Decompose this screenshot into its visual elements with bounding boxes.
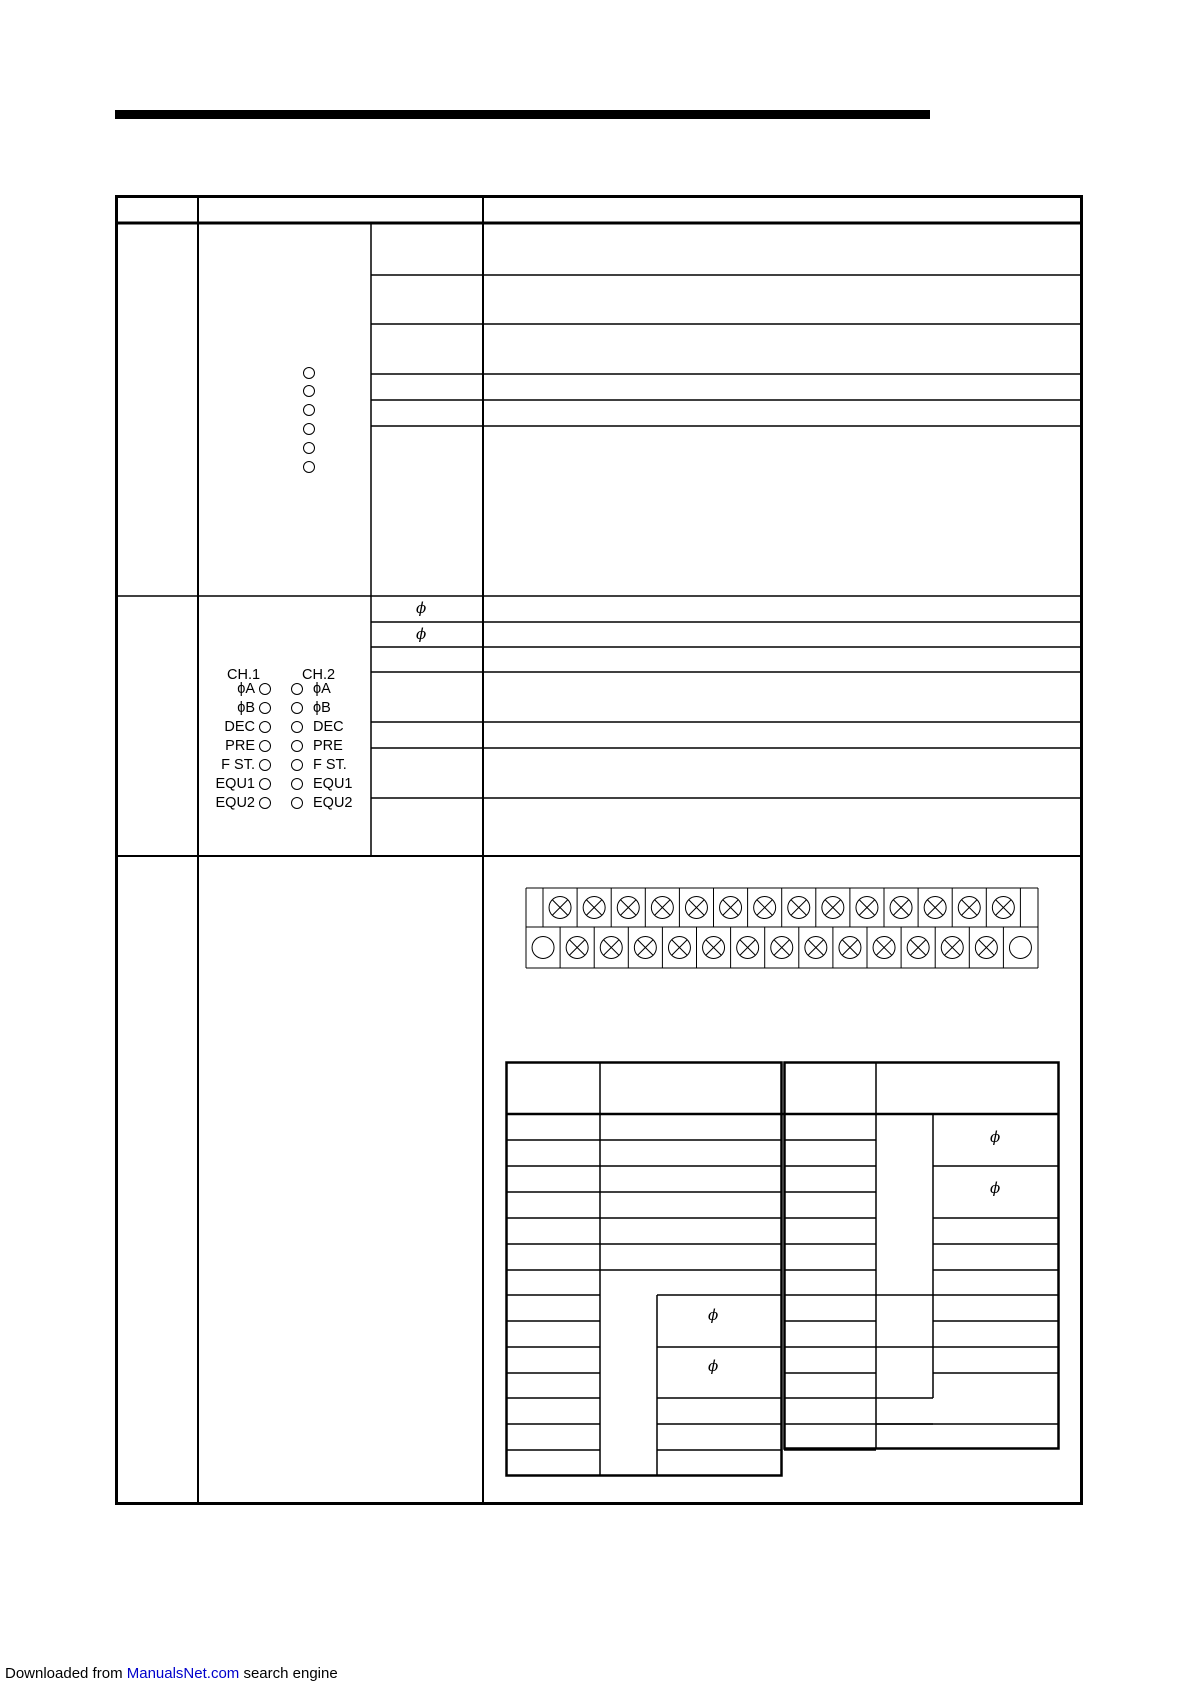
footer-suffix: search engine <box>239 1665 338 1682</box>
led-ch2-label-equ2: EQU2 <box>313 795 353 811</box>
led-ch1-label-phase-a: ϕA <box>237 681 255 697</box>
led-ch2-label-pre: PRE <box>313 738 343 754</box>
terminal-screw-b0 <box>532 937 554 959</box>
led-ch1-label-phase-b: ϕB <box>237 700 255 716</box>
led-ch2-label-fst: F ST. <box>313 757 347 773</box>
footer-prefix: Downloaded from <box>5 1665 127 1682</box>
pin-table-phase-symbol-2: ϕ <box>708 1357 719 1375</box>
pin-table-phase-symbol-1: ϕ <box>708 1306 719 1324</box>
pin-table-phase-symbol-4: ϕ <box>990 1179 1001 1197</box>
led-indicator-group-2 <box>260 684 303 809</box>
led-ch1-header: CH.1 <box>227 667 261 683</box>
pin-assignment-table <box>506 1062 1059 1476</box>
footer-text <box>5 1665 338 1682</box>
terminal-block-diagram <box>526 888 1038 968</box>
led-ch1-label-equ1: EQU1 <box>215 776 255 792</box>
led-ch2-label-phase-a: ϕA <box>313 681 331 697</box>
led-indicator-group-1 <box>304 368 315 473</box>
phase-b-row-symbol: ϕ <box>416 625 427 643</box>
led-ch1-label-dec: DEC <box>224 719 255 735</box>
led-ch2-header: CH.2 <box>302 667 336 683</box>
led-ch2-label-dec: DEC <box>313 719 344 735</box>
led-ch2-label-equ1: EQU1 <box>313 776 353 792</box>
led-ch1-label-equ2: EQU2 <box>215 795 255 811</box>
phase-a-row-symbol: ϕ <box>416 599 427 617</box>
led-ch2-label-phase-b: ϕB <box>313 700 331 716</box>
footer-link[interactable]: ManualsNet.com <box>126 1665 240 1682</box>
pin-table-phase-symbol-3: ϕ <box>990 1128 1001 1146</box>
led-ch1-label-pre: PRE <box>225 738 255 754</box>
terminal-screw-b14 <box>1009 937 1031 959</box>
led-ch1-label-fst: F ST. <box>221 757 255 773</box>
